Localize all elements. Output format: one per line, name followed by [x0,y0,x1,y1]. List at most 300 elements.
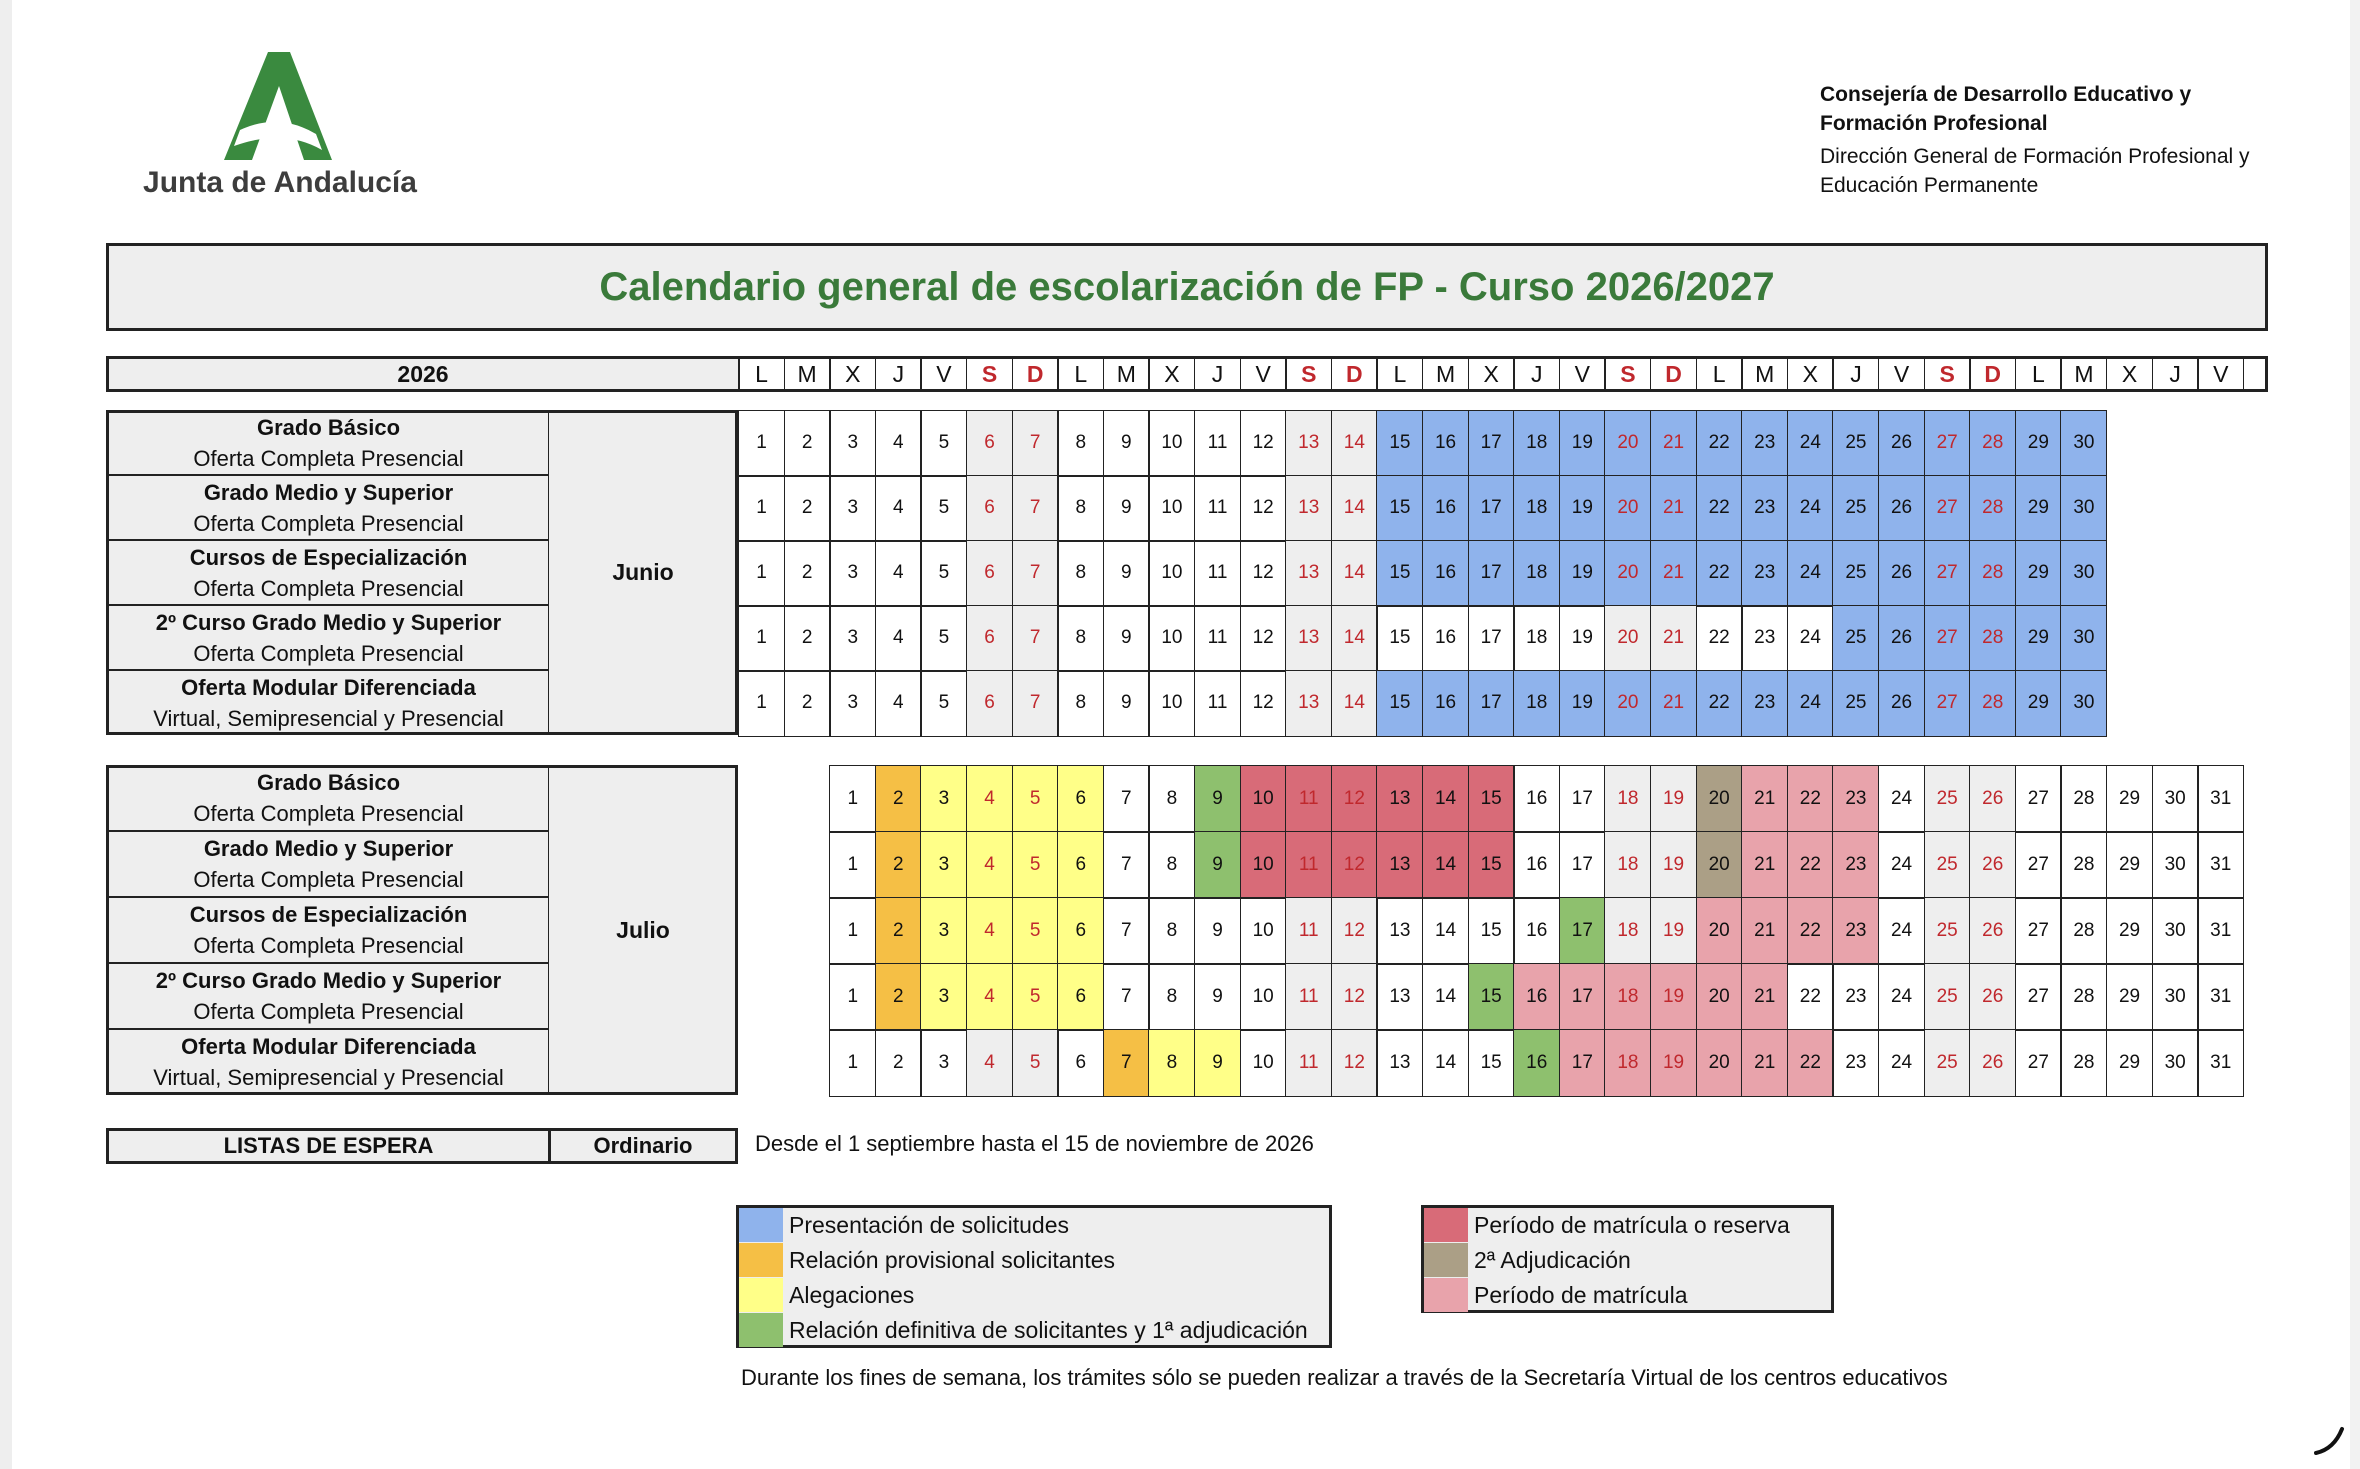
day-cell: 19 [1650,963,1697,1031]
day-cell: 30 [2152,1029,2199,1097]
day-header: L [738,356,785,392]
day-cell: 23 [1741,670,1788,737]
day-cell: 15 [1468,963,1515,1031]
day-cell: 12 [1331,897,1378,965]
month-label: Julio [548,765,738,1095]
legend-label: Período de matrícula o reserva [1474,1211,1790,1238]
day-cell: 31 [2197,897,2244,965]
day-cell: 2 [784,670,831,737]
row-title: Cursos de Especialización [189,544,468,570]
day-cell: 10 [1148,670,1195,737]
day-cell: 22 [1787,831,1834,899]
day-cell: 8 [1148,765,1195,833]
day-cell: 9 [1103,410,1150,477]
day-cell: 15 [1468,765,1515,833]
day-cell: 17 [1468,670,1515,737]
day-cell: 4 [966,765,1013,833]
day-cell: 22 [1696,410,1743,477]
day-cell: 2 [875,831,922,899]
day-cell: 27 [2015,831,2062,899]
day-cell: 16 [1513,897,1560,965]
day-cell: 13 [1285,605,1332,672]
day-header: V [1878,356,1925,392]
day-cell: 15 [1376,410,1423,477]
day-cell: 28 [2060,963,2107,1031]
day-cell: 21 [1741,765,1788,833]
day-cell: 6 [1057,765,1104,833]
day-cell: 23 [1741,540,1788,607]
day-cell: 2 [875,1029,922,1097]
day-cell: 20 [1604,605,1651,672]
day-cell: 26 [1969,897,2016,965]
day-cell: 5 [920,670,967,737]
day-cell: 7 [1103,897,1150,965]
day-cell: 8 [1148,963,1195,1031]
day-cell: 26 [1969,1029,2016,1097]
day-cell: 2 [875,897,922,965]
day-cell: 13 [1285,540,1332,607]
day-header: D [1650,356,1697,392]
row-label [106,831,551,897]
day-cell: 16 [1422,670,1469,737]
day-header: J [1832,356,1879,392]
day-cell: 29 [2015,540,2062,607]
day-cell: 4 [966,831,1013,899]
day-cell: 3 [920,831,967,899]
day-cell: 21 [1741,963,1788,1031]
day-cell: 9 [1103,670,1150,737]
day-header: M [2060,356,2107,392]
day-cell: 12 [1240,410,1287,477]
day-cell: 13 [1285,410,1332,477]
legend-item [739,1208,1069,1242]
day-cell: 22 [1787,1029,1834,1097]
day-cell: 22 [1787,963,1834,1031]
day-cell: 16 [1422,540,1469,607]
day-cell: 7 [1012,670,1059,737]
day-cell: 21 [1741,897,1788,965]
direccion-line-1: Dirección General de Formación Profesional y [1820,145,2250,168]
legend-swatch [739,1278,783,1312]
day-cell: 26 [1878,475,1925,542]
day-cell: 27 [2015,765,2062,833]
day-cell: 9 [1103,540,1150,607]
day-cell: 22 [1787,897,1834,965]
legend-swatch [1424,1278,1468,1312]
day-cell: 25 [1832,670,1879,737]
day-cell: 23 [1741,475,1788,542]
legend-label: Relación provisional solicitantes [789,1246,1115,1273]
day-cell: 11 [1285,831,1332,899]
page-title: Calendario general de escolarización de FP - Curso 2026/2027 [106,243,2268,331]
day-header: V [1559,356,1606,392]
day-cell: 23 [1832,963,1879,1031]
day-cell: 29 [2106,897,2153,965]
day-cell: 3 [829,670,876,737]
day-cell: 3 [829,605,876,672]
day-cell: 16 [1422,410,1469,477]
day-cell: 2 [784,475,831,542]
day-cell: 12 [1331,765,1378,833]
consejeria-line-1: Consejería de Desarrollo Educativo y [1820,83,2192,106]
row-title: Grado Básico [256,414,401,440]
day-cell: 21 [1650,475,1697,542]
day-cell: 18 [1513,670,1560,737]
day-cell: 13 [1285,475,1332,542]
day-cell: 1 [829,765,876,833]
day-cell: 5 [1012,1029,1059,1097]
day-cell: 14 [1331,540,1378,607]
day-cell: 8 [1148,1029,1195,1097]
day-cell: 8 [1057,475,1104,542]
day-cell: 3 [920,897,967,965]
day-cell: 30 [2152,963,2199,1031]
day-cell: 24 [1878,963,1925,1031]
day-cell: 21 [1650,605,1697,672]
footnote: Durante los fines de semana, los trámites sólo se pueden realizar a través de la Secretaría Virtual de los centros educativos [741,1365,1948,1390]
day-cell: 10 [1148,475,1195,542]
day-cell: 12 [1240,605,1287,672]
day-cell: 9 [1194,1029,1241,1097]
day-cell: 6 [966,475,1013,542]
junta-logo [130,50,430,210]
day-cell: 10 [1240,831,1287,899]
day-cell: 23 [1832,1029,1879,1097]
day-cell: 9 [1194,963,1241,1031]
day-cell: 17 [1468,475,1515,542]
day-cell: 17 [1559,831,1606,899]
day-cell: 15 [1376,670,1423,737]
day-cell: 13 [1376,897,1423,965]
row-subtitle: Oferta Completa Presencial [193,640,464,666]
day-header: S [1604,356,1651,392]
day-cell: 7 [1012,605,1059,672]
day-header: S [1924,356,1971,392]
day-cell: 13 [1376,1029,1423,1097]
logo-text: Junta de Andalucía [143,166,417,199]
day-cell: 30 [2152,831,2199,899]
day-cell: 26 [1969,831,2016,899]
day-cell: 26 [1969,765,2016,833]
legend-swatch [739,1208,783,1242]
legend-item [739,1243,1115,1277]
day-cell: 6 [966,540,1013,607]
day-cell: 15 [1468,897,1515,965]
day-cell: 4 [966,897,1013,965]
day-cell: 7 [1012,540,1059,607]
day-cell: 29 [2106,963,2153,1031]
day-cell: 19 [1559,540,1606,607]
day-cell: 23 [1832,765,1879,833]
day-cell: 31 [2197,765,2244,833]
day-cell: 31 [2197,831,2244,899]
day-cell: 22 [1696,605,1743,672]
day-cell: 16 [1513,1029,1560,1097]
row-title: Grado Medio y Superior [203,836,454,861]
day-cell: 25 [1832,605,1879,672]
day-cell: 29 [2106,1029,2153,1097]
day-header: D [1012,356,1059,392]
day-cell: 14 [1422,963,1469,1031]
day-cell: 6 [1057,963,1104,1031]
day-cell: 19 [1650,897,1697,965]
day-cell: 11 [1285,963,1332,1031]
day-cell: 9 [1103,475,1150,542]
day-cell: 20 [1604,540,1651,607]
day-cell: 5 [920,540,967,607]
day-cell: 27 [1924,540,1971,607]
day-cell: 26 [1878,540,1925,607]
day-cell: 14 [1422,831,1469,899]
day-header: D [1331,356,1378,392]
day-cell: 16 [1513,831,1560,899]
day-cell: 18 [1513,475,1560,542]
day-cell: 25 [1924,1029,1971,1097]
day-cell: 19 [1650,831,1697,899]
day-cell: 25 [1832,475,1879,542]
legend-item [1424,1278,1688,1312]
legend-swatch [739,1313,783,1347]
day-header: L [2015,356,2062,392]
row-subtitle: Oferta Completa Presencial [193,801,464,826]
day-cell: 12 [1240,670,1287,737]
day-header: X [2106,356,2153,392]
day-cell: 19 [1650,765,1697,833]
day-cell: 2 [784,605,831,672]
day-cell: 21 [1650,540,1697,607]
row-title: Grado Medio y Superior [203,479,454,505]
day-cell: 17 [1468,540,1515,607]
row-label [106,410,551,475]
legend-label: Período de matrícula [1474,1281,1688,1308]
day-cell: 17 [1559,1029,1606,1097]
day-cell: 29 [2015,410,2062,477]
day-cell: 28 [2060,897,2107,965]
day-cell: 17 [1559,765,1606,833]
day-cell: 15 [1468,1029,1515,1097]
day-cell: 18 [1604,765,1651,833]
day-cell: 4 [966,1029,1013,1097]
waiting-list-type: Ordinario [548,1128,738,1164]
day-cell: 20 [1696,963,1743,1031]
day-header: L [1057,356,1104,392]
day-cell: 17 [1468,605,1515,672]
row-subtitle: Oferta Completa Presencial [193,575,464,601]
row-subtitle: Oferta Completa Presencial [193,867,464,892]
day-cell: 24 [1878,897,1925,965]
legend-label: Relación definitiva de solicitantes y 1ª adjudicación [789,1316,1308,1343]
day-cell: 28 [2060,1029,2107,1097]
day-cell: 24 [1878,831,1925,899]
day-cell: 10 [1240,897,1287,965]
day-cell: 27 [1924,670,1971,737]
day-cell: 12 [1240,475,1287,542]
row-label [106,475,551,540]
direccion-line-2: Educación Permanente [1820,174,2039,197]
day-cell: 28 [1969,475,2016,542]
day-header: M [1103,356,1150,392]
day-cell: 5 [1012,765,1059,833]
day-cell: 29 [2106,765,2153,833]
right-edge [2350,0,2360,1469]
day-cell: 30 [2060,670,2107,737]
day-cell: 1 [738,605,785,672]
day-cell: 18 [1513,540,1560,607]
day-cell: 11 [1194,410,1241,477]
day-cell: 9 [1194,897,1241,965]
day-cell: 31 [2197,963,2244,1031]
day-cell: 9 [1194,831,1241,899]
day-cell: 27 [1924,475,1971,542]
day-cell: 18 [1604,831,1651,899]
day-cell: 6 [1057,897,1104,965]
day-cell: 22 [1696,475,1743,542]
waiting-list-label: LISTAS DE ESPERA [106,1128,551,1164]
legend-left [736,1205,1332,1348]
day-cell: 11 [1285,897,1332,965]
consejeria-line-2: Formación Profesional [1820,112,2048,135]
day-cell: 30 [2060,410,2107,477]
day-cell: 6 [966,670,1013,737]
day-cell: 23 [1741,410,1788,477]
day-cell: 16 [1513,963,1560,1031]
month-label: Junio [548,410,738,735]
day-header: J [2152,356,2199,392]
row-title: Oferta Modular Diferenciada [181,1034,476,1059]
row-title: Cursos de Especialización [189,902,468,927]
day-cell: 1 [829,1029,876,1097]
legend-label: Alegaciones [789,1281,915,1308]
day-header: S [966,356,1013,392]
day-cell: 8 [1057,670,1104,737]
day-cell: 6 [1057,831,1104,899]
row-subtitle: Virtual, Semipresencial y Presencial [153,705,504,731]
day-cell: 24 [1787,410,1834,477]
day-cell: 5 [920,475,967,542]
waiting-list-text: Desde el 1 septiembre hasta el 15 de noviembre de 2026 [755,1131,1314,1156]
day-cell: 10 [1240,963,1287,1031]
day-header: S [1285,356,1332,392]
day-cell: 25 [1832,540,1879,607]
day-cell: 6 [1057,1029,1104,1097]
day-cell: 13 [1376,765,1423,833]
row-label [106,765,551,831]
day-cell: 14 [1331,605,1378,672]
row-subtitle: Oferta Completa Presencial [193,933,464,958]
day-cell: 5 [920,410,967,477]
day-cell: 7 [1012,475,1059,542]
day-cell: 25 [1924,897,1971,965]
day-cell: 23 [1741,605,1788,672]
day-cell: 20 [1604,475,1651,542]
day-cell: 15 [1376,540,1423,607]
day-cell: 10 [1148,540,1195,607]
day-cell: 29 [2015,670,2062,737]
day-cell: 17 [1559,897,1606,965]
day-cell: 28 [1969,540,2016,607]
day-cell: 9 [1103,605,1150,672]
day-cell: 11 [1285,765,1332,833]
day-cell: 11 [1194,670,1241,737]
day-cell: 4 [966,963,1013,1031]
day-cell: 14 [1331,410,1378,477]
left-edge [0,0,12,1469]
day-header: J [875,356,922,392]
legend-swatch [1424,1208,1468,1242]
legend-item [1424,1243,1631,1277]
row-label [106,963,551,1029]
day-cell: 19 [1559,475,1606,542]
day-cell: 28 [2060,831,2107,899]
day-cell: 19 [1559,410,1606,477]
row-title: Grado Básico [256,770,401,795]
day-cell: 22 [1696,670,1743,737]
day-cell: 30 [2152,897,2199,965]
day-cell: 25 [1924,831,1971,899]
day-cell: 31 [2197,1029,2244,1097]
legend-swatch [739,1243,783,1277]
day-cell: 15 [1376,475,1423,542]
day-cell: 7 [1103,1029,1150,1097]
legend-item [1424,1208,1790,1242]
row-subtitle: Virtual, Semipresencial y Presencial [153,1065,504,1090]
day-cell: 24 [1787,670,1834,737]
day-cell: 21 [1650,670,1697,737]
day-cell: 27 [1924,605,1971,672]
day-header: X [829,356,876,392]
day-header: X [1148,356,1195,392]
day-cell: 28 [1969,670,2016,737]
day-header: J [1513,356,1560,392]
day-cell: 29 [2106,831,2153,899]
day-cell: 9 [1194,765,1241,833]
day-cell: 8 [1148,897,1195,965]
day-cell: 30 [2152,765,2199,833]
day-cell: 26 [1878,605,1925,672]
day-cell: 3 [920,765,967,833]
day-cell: 10 [1148,410,1195,477]
day-cell: 3 [829,540,876,607]
day-header: V [2197,356,2244,392]
day-cell: 1 [738,540,785,607]
day-cell: 30 [2060,475,2107,542]
day-cell: 29 [2015,475,2062,542]
day-cell: 18 [1513,605,1560,672]
day-cell: 7 [1103,963,1150,1031]
day-cell: 20 [1604,670,1651,737]
day-cell: 10 [1240,765,1287,833]
row-label [106,1029,551,1095]
consejeria-block [1820,80,2300,200]
day-header: D [1969,356,2016,392]
legend-label: 2ª Adjudicación [1474,1246,1631,1273]
day-cell: 7 [1103,765,1150,833]
day-cell: 21 [1741,831,1788,899]
row-label [106,897,551,963]
day-cell: 28 [2060,765,2107,833]
day-cell: 24 [1878,765,1925,833]
day-cell: 6 [966,410,1013,477]
day-cell: 8 [1057,605,1104,672]
row-subtitle: Oferta Completa Presencial [193,445,464,471]
day-cell: 24 [1787,540,1834,607]
day-cell: 16 [1422,475,1469,542]
legend-item [739,1278,914,1312]
day-cell: 13 [1376,963,1423,1031]
row-subtitle: Oferta Completa Presencial [193,999,464,1024]
day-cell: 2 [784,540,831,607]
day-header: V [1240,356,1287,392]
